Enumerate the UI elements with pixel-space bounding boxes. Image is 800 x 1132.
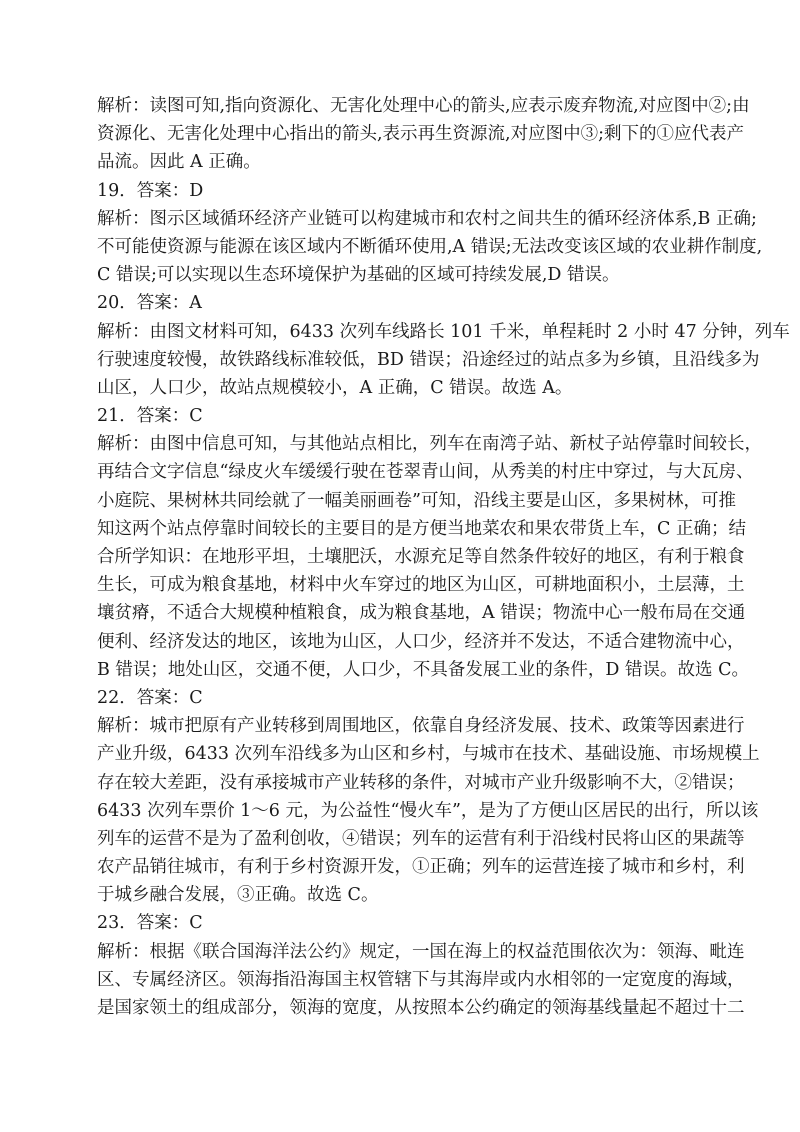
explanation-line: 便利、经济发达的地区，该地为山区，人口少，经济并不发达，不适合建物流中心， (97, 631, 745, 652)
explanation-line: 解析：图示区域循环经济产业链可以构建城市和农村之间共生的循环经济体系,B 正确; (97, 208, 757, 229)
section-q21 (97, 402, 762, 684)
section-q23 (97, 909, 745, 1022)
explanation-line: 6433 次列车票价 1～6 元，为公益性“慢火车”，是为了方便山区居民的出行，所以该 (97, 800, 759, 821)
explanation-line: 存在较大差距，没有承接城市产业转移的条件，对城市产业升级影响不大，②错误； (97, 772, 745, 793)
explanation-line: 壤贫瘠，不适合大规模种植粮食，成为粮食基地，A 错误；物流中心一般布局在交通 (97, 603, 746, 624)
answer-heading: 20．答案：A (97, 293, 202, 314)
explanation-line: 行驶速度较慢，故铁路线标准较低，BD 错误；沿途经过的站点多为乡镇，且沿线多为 (97, 349, 760, 370)
explanation-line: 知这两个站点停靠时间较长的主要目的是方便当地菜农和果农带货上车，C 正确；结 (97, 518, 746, 539)
explanation-line: B 错误；地处山区，交通不便，人口少，不具备发展工业的条件，D 错误。故选 C。 (97, 659, 749, 680)
explanation-line: 山区，人口少，故站点规模较小，A 正确，C 错误。故选 A。 (97, 377, 573, 398)
explanation-line: 解析：由图中信息可知，与其他站点相比，列车在南湾子站、新杖子站停靠时间较长， (97, 434, 762, 455)
explanation-line: 解析：城市把原有产业转移到周围地区，依靠自身经济发展、技术、政策等因素进行 (97, 716, 745, 737)
answer-heading: 23．答案：C (97, 913, 203, 934)
explanation-line: 解析：读图可知,指向资源化、无害化处理中心的箭头,应表示废弃物流,对应图中②;由 (97, 96, 750, 116)
explanation-line: 是国家领土的组成部分，领海的宽度，从按照本公约确定的领海基线量起不超过十二 (97, 998, 745, 1018)
explanation-line: 品流。因此 A 正确。 (97, 152, 261, 173)
explanation-line: 区、专属经济区。领海指沿海国主权管辖下与其海岸或内水相邻的一定宽度的海域， (97, 969, 745, 990)
section-q18 (97, 92, 750, 177)
explanation-line: 农产品销往城市，有利于乡村资源开发，①正确；列车的运营连接了城市和乡村，利 (97, 857, 745, 878)
explanation-line: 资源化、无害化处理中心指出的箭头,表示再生资源流,对应图中③;剩下的①应代表产 (97, 124, 745, 145)
answer-explanations (97, 92, 790, 1022)
explanation-line: 不可能使资源与能源在该区域内不断循环使用,A 错误;无法改变该区域的农业耕作制度, (97, 236, 763, 257)
explanation-line: C 错误;可以实现以生态环境保护为基础的区域可持续发展,D 错误。 (97, 265, 620, 286)
explanation-line: 生长，可成为粮食基地，材料中火车穿过的地区为山区，可耕地面积小，土层薄，土 (97, 575, 745, 596)
section-q20 (97, 289, 790, 402)
section-q19 (97, 177, 763, 290)
answer-heading: 19．答案：D (97, 180, 204, 201)
explanation-line: 小庭院、果树林共同绘就了一幅美丽画卷”可知，沿线主要是山区，多果树林，可推 (97, 490, 736, 511)
section-q22 (97, 684, 760, 910)
explanation-line: 合所学知识：在地形平坦，土壤肥沃，水源充足等自然条件较好的地区，有利于粮食 (97, 547, 745, 567)
explanation-line: 列车的运营不是为了盈利创收，④错误；列车的运营有利于沿线村民将山区的果蔬等 (97, 828, 745, 849)
answer-heading: 22．答案：C (97, 687, 203, 708)
explanation-line: 解析：根据《联合国海洋法公约》规定，一国在海上的权益范围依次为：领海、毗连 (97, 941, 745, 962)
explanation-line: 产业升级，6433 次列车沿线多为山区和乡村，与城市在技术、基础设施、市场规模上 (97, 744, 760, 765)
explanation-line: 于城乡融合发展，③正确。故选 C。 (97, 885, 379, 906)
explanation-line: 解析：由图文材料可知，6433 次列车线路长 101 千米，单程耗时 2 小时 47 分钟，列车 (97, 321, 790, 342)
answer-heading: 21．答案：C (97, 406, 203, 427)
explanation-line: 再结合文字信息“绿皮火车缓缓行驶在苍翠青山间，从秀美的村庄中穿过，与大瓦房、 (97, 462, 754, 483)
